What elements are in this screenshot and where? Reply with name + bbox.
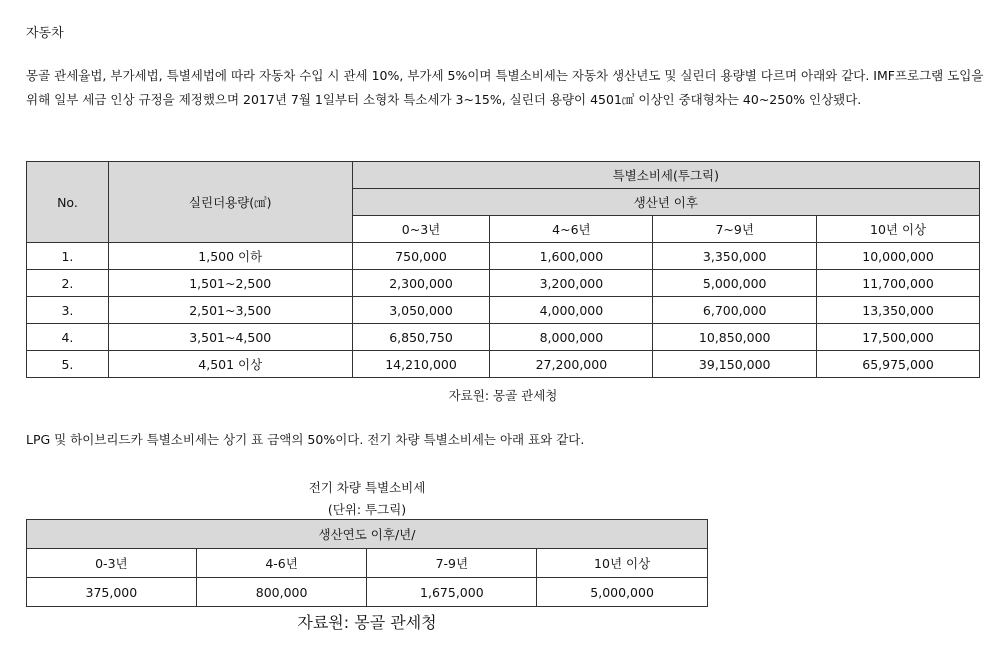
row-no: 5. [27, 351, 109, 378]
cell-value: 2,300,000 [352, 270, 490, 297]
header-year-4-6: 4~6년 [490, 216, 653, 243]
row-cylinder: 1,500 이하 [108, 243, 352, 270]
row-cylinder: 2,501~3,500 [108, 297, 352, 324]
table-row [27, 243, 980, 270]
cell-value: 17,500,000 [817, 324, 980, 351]
ev-header-year-7-9: 7-9년 [367, 549, 537, 578]
ev-cell-value: 800,000 [196, 578, 367, 607]
table-row [27, 297, 980, 324]
ev-tax-table [26, 519, 708, 607]
special-consumption-tax-table [26, 161, 980, 378]
ev-header-production-year: 생산연도 이후/년/ [27, 520, 708, 549]
ev-cell-value: 1,675,000 [367, 578, 537, 607]
cell-value: 10,000,000 [817, 243, 980, 270]
intro-paragraph: 몽골 관세율법, 부가세법, 특별세법에 따라 자동차 수입 시 관세 10%, 부가세 5%이며 특별소비세는 자동차 생산년도 및 실린더 용량별 다르며 아래와 같다. IMF프로그램 도입을 위해 일부 세금 인상 규정을 제정했으며 2017년 7월 1일부터 소형차 특소세가 3~15%, 실린더 용량이 4501㎤ 이상인 중대형차는 40~250% 인상됐다. [26, 68, 984, 107]
row-cylinder: 1,501~2,500 [108, 270, 352, 297]
tax-table-source: 자료원: 몽골 관세청 [448, 388, 558, 403]
ev-table-title: 전기 차량 특별소비세 [308, 480, 426, 495]
ev-cell-value: 5,000,000 [537, 578, 708, 607]
cell-value: 65,975,000 [817, 351, 980, 378]
cell-value: 3,350,000 [653, 243, 817, 270]
ev-header-year-4-6: 4-6년 [196, 549, 367, 578]
row-no: 1. [27, 243, 109, 270]
cell-value: 3,050,000 [352, 297, 490, 324]
ev-cell-value: 375,000 [27, 578, 197, 607]
row-cylinder: 4,501 이상 [108, 351, 352, 378]
row-no: 2. [27, 270, 109, 297]
table-row [27, 324, 980, 351]
header-no: No. [27, 162, 109, 243]
header-tax-group: 특별소비세(투그릭) [352, 162, 979, 189]
cell-value: 6,850,750 [352, 324, 490, 351]
ev-header-year-0-3: 0-3년 [27, 549, 197, 578]
cell-value: 27,200,000 [490, 351, 653, 378]
cell-value: 13,350,000 [817, 297, 980, 324]
cell-value: 8,000,000 [490, 324, 653, 351]
cell-value: 39,150,000 [653, 351, 817, 378]
row-no: 3. [27, 297, 109, 324]
table-row [27, 351, 980, 378]
row-no: 4. [27, 324, 109, 351]
cell-value: 1,600,000 [490, 243, 653, 270]
header-year-0-3: 0~3년 [352, 216, 490, 243]
cell-value: 14,210,000 [352, 351, 490, 378]
cell-value: 5,000,000 [653, 270, 817, 297]
cell-value: 4,000,000 [490, 297, 653, 324]
header-year-10-plus: 10년 이상 [817, 216, 980, 243]
ev-table-source: 자료원: 몽골 관세청 [297, 613, 437, 632]
header-production-year: 생산년 이후 [352, 189, 979, 216]
cell-value: 10,850,000 [653, 324, 817, 351]
cell-value: 750,000 [352, 243, 490, 270]
cell-value: 11,700,000 [817, 270, 980, 297]
section-heading: 자동차 [26, 26, 64, 41]
cell-value: 3,200,000 [490, 270, 653, 297]
ev-table-unit: (단위: 투그릭) [327, 502, 407, 517]
cell-value: 6,700,000 [653, 297, 817, 324]
ev-header-year-10-plus: 10년 이상 [537, 549, 708, 578]
row-cylinder: 3,501~4,500 [108, 324, 352, 351]
lpg-hybrid-paragraph: LPG 및 하이브리드카 특별소비세는 상기 표 금액의 50%이다. 전기 차량 특별소비세는 아래 표와 같다. [26, 432, 585, 447]
table-row [27, 578, 708, 607]
header-cylinder: 실린더용량(㎤) [108, 162, 352, 243]
header-year-7-9: 7~9년 [653, 216, 817, 243]
table-row [27, 270, 980, 297]
